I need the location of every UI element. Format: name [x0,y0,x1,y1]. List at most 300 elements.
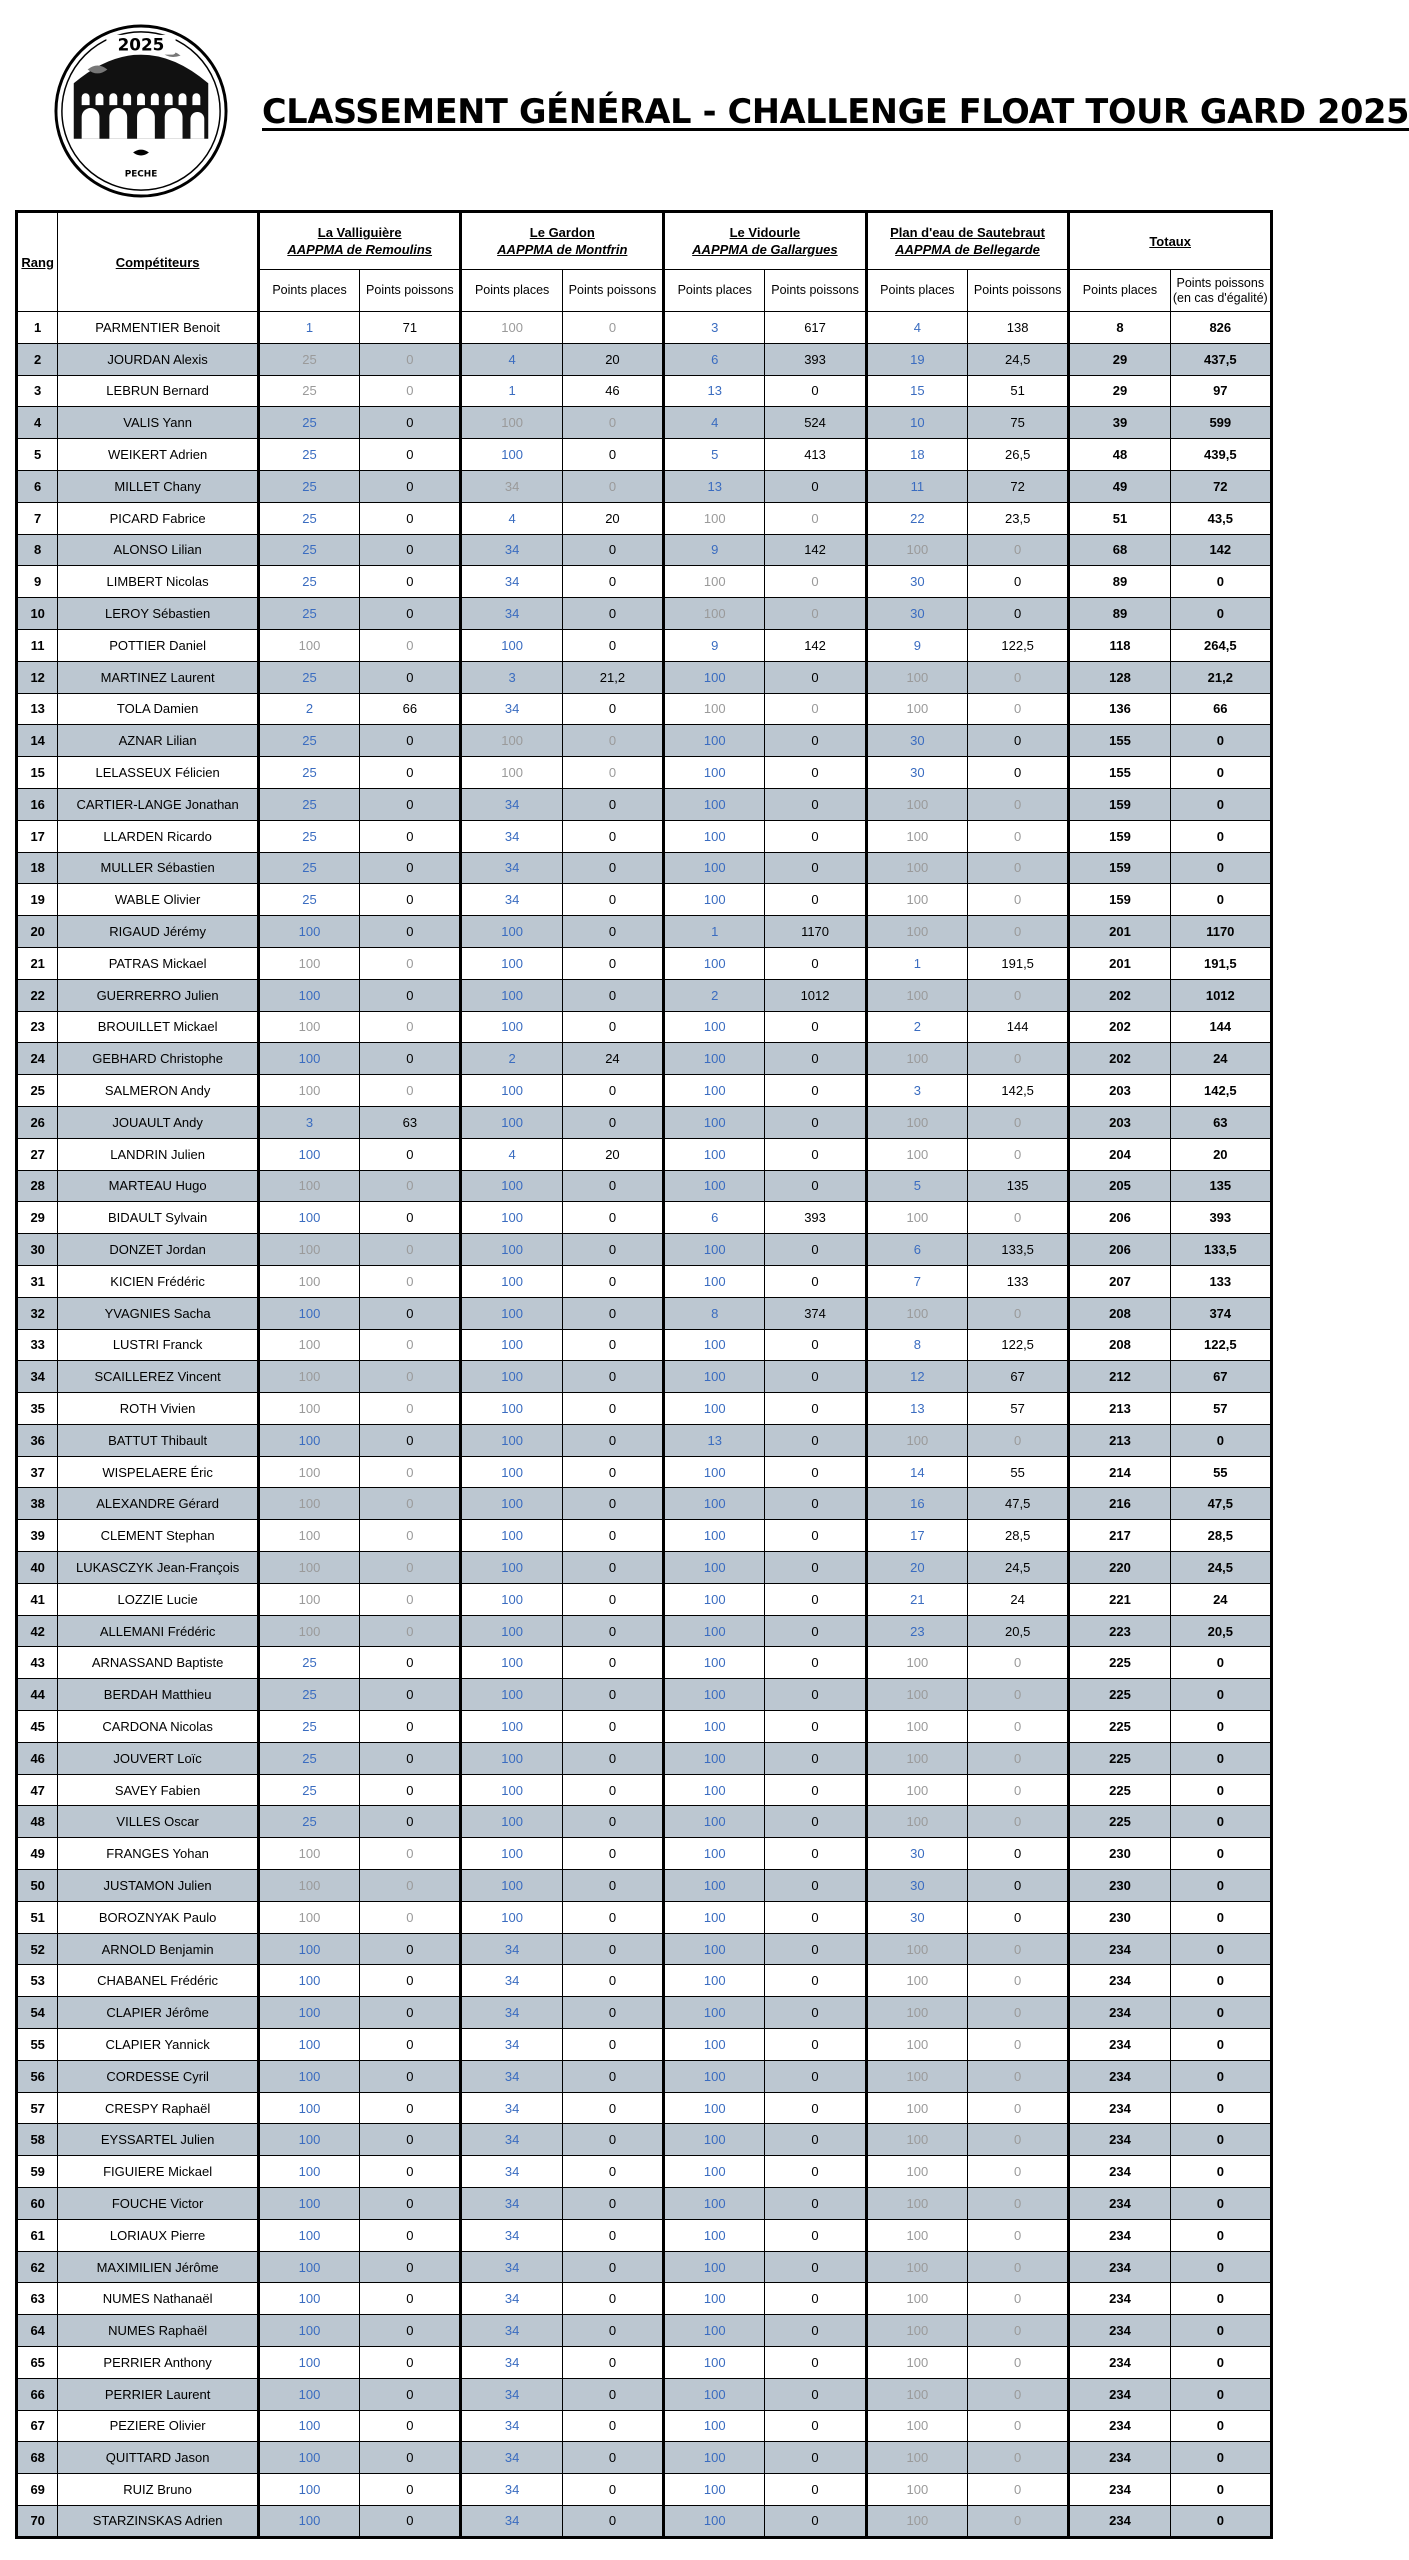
points-poissons-cell: 0 [360,1679,461,1711]
points-places-cell: 25 [258,534,359,566]
points-poissons-cell: 0 [360,1202,461,1234]
points-places-cell: 100 [866,1806,967,1838]
points-poissons-cell: 0 [968,598,1069,630]
points-poissons-cell: 24 [968,1583,1069,1615]
table-row [17,1011,1272,1043]
points-places-cell: 100 [258,1583,359,1615]
competitor-name: LEROY Sébastien [58,598,259,630]
points-places-cell: 25 [258,502,359,534]
total-poissons-cell: 66 [1170,693,1271,725]
points-poissons-cell: 0 [562,2124,663,2156]
points-poissons-cell: 0 [360,407,461,439]
points-poissons-cell: 0 [968,2442,1069,2474]
rank-cell: 47 [17,1774,58,1806]
total-poissons-cell: 0 [1170,2474,1271,2506]
points-places-cell: 100 [461,1393,562,1425]
total-places-cell: 136 [1069,693,1170,725]
total-poissons-cell: 0 [1170,2315,1271,2347]
points-places-cell: 100 [664,598,765,630]
competitor-name: CARDONA Nicolas [58,1711,259,1743]
points-poissons-cell: 0 [765,470,866,502]
points-places-cell: 100 [461,1488,562,1520]
points-poissons-cell: 72 [968,470,1069,502]
points-poissons-cell: 0 [968,1774,1069,1806]
points-poissons-cell: 135 [968,1170,1069,1202]
points-places-cell: 25 [258,820,359,852]
table-row [17,1202,1272,1234]
points-places-cell: 34 [461,852,562,884]
points-places-cell: 100 [664,1742,765,1774]
table-row [17,1043,1272,1075]
points-places-cell: 100 [664,2283,765,2315]
points-places-cell: 1 [461,375,562,407]
points-poissons-cell: 0 [562,1774,663,1806]
points-places-cell: 100 [664,1011,765,1043]
points-poissons-cell: 0 [360,1806,461,1838]
points-places-cell: 34 [461,1965,562,1997]
points-poissons-cell: 71 [360,312,461,344]
points-poissons-cell: 0 [968,693,1069,725]
points-poissons-cell: 0 [968,2347,1069,2379]
points-places-cell: 1 [664,916,765,948]
points-poissons-cell: 0 [562,2156,663,2188]
competitor-name: BROUILLET Mickael [58,1011,259,1043]
points-places-cell: 100 [664,1488,765,1520]
competitors-header: Compétiteurs [58,212,259,312]
points-places-cell: 2 [461,1043,562,1075]
points-poissons-cell: 1012 [765,979,866,1011]
points-poissons-cell: 0 [360,1265,461,1297]
points-poissons-cell: 0 [562,1329,663,1361]
points-poissons-cell: 0 [562,1297,663,1329]
points-poissons-cell: 0 [360,2283,461,2315]
points-places-cell: 100 [664,947,765,979]
competitor-name: PATRAS Mickael [58,947,259,979]
rank-cell: 56 [17,2060,58,2092]
points-places-cell: 30 [866,757,967,789]
points-poissons-cell: 0 [562,629,663,661]
competitor-name: KICIEN Frédéric [58,1265,259,1297]
points-places-cell: 1 [258,312,359,344]
venue-name: La Valliguière [317,225,402,240]
points-places-cell: 100 [664,1170,765,1202]
rank-cell: 50 [17,1870,58,1902]
points-poissons-cell: 0 [968,1424,1069,1456]
points-poissons-cell: 0 [968,1965,1069,1997]
points-places-cell: 21 [866,1583,967,1615]
points-poissons-cell: 0 [360,1297,461,1329]
points-places-cell: 100 [664,1774,765,1806]
points-poissons-cell: 0 [562,2505,663,2537]
total-places-cell: 234 [1069,2442,1170,2474]
rank-cell: 16 [17,788,58,820]
points-poissons-cell: 0 [765,1456,866,1488]
points-places-cell: 100 [258,2188,359,2220]
points-poissons-cell: 0 [765,1679,866,1711]
competitor-name: VILLES Oscar [58,1806,259,1838]
points-poissons-cell: 0 [765,1838,866,1870]
table-row [17,1901,1272,1933]
points-poissons-cell: 0 [562,757,663,789]
venue-name: Plan d'eau de Sautebraut [890,225,1045,240]
points-places-cell: 100 [664,2029,765,2061]
points-poissons-cell: 0 [562,693,663,725]
points-poissons-cell: 0 [562,2060,663,2092]
points-places-cell: 17 [866,1520,967,1552]
points-places-cell: 100 [258,1011,359,1043]
total-places-cell: 202 [1069,1043,1170,1075]
points-places-cell: 100 [664,884,765,916]
points-poissons-cell: 0 [765,947,866,979]
points-poissons-cell: 0 [765,2029,866,2061]
points-places-cell: 6 [866,1234,967,1266]
total-places-cell: 8 [1069,312,1170,344]
rank-cell: 24 [17,1043,58,1075]
points-places-cell: 100 [258,1075,359,1107]
competitor-name: EYSSARTEL Julien [58,2124,259,2156]
points-places-cell: 34 [461,1997,562,2029]
rank-cell: 66 [17,2378,58,2410]
points-poissons-cell: 0 [968,1138,1069,1170]
points-places-cell: 34 [461,470,562,502]
total-places-cell: 213 [1069,1393,1170,1425]
table-row [17,1806,1272,1838]
points-poissons-cell: 0 [765,2060,866,2092]
points-poissons-cell: 0 [562,1870,663,1902]
points-places-cell: 100 [258,916,359,948]
points-poissons-cell: 0 [765,1361,866,1393]
points-places-cell: 100 [258,1234,359,1266]
total-poissons-cell: 24,5 [1170,1552,1271,1584]
points-poissons-cell: 0 [562,1011,663,1043]
points-places-cell: 100 [866,2251,967,2283]
total-poissons-cell: 0 [1170,2060,1271,2092]
rank-cell: 64 [17,2315,58,2347]
points-poissons-cell: 24,5 [968,1552,1069,1584]
points-places-cell: 25 [258,788,359,820]
total-poissons-cell: 0 [1170,2188,1271,2220]
points-places-cell: 100 [258,1265,359,1297]
points-places-cell: 34 [461,2029,562,2061]
points-poissons-cell: 0 [562,2092,663,2124]
points-places-cell: 100 [664,1679,765,1711]
points-places-cell: 25 [258,1806,359,1838]
points-places-cell: 2 [664,979,765,1011]
points-poissons-cell: 0 [765,852,866,884]
points-places-cell: 100 [866,1774,967,1806]
competitor-name: GEBHARD Christophe [58,1043,259,1075]
rank-cell: 63 [17,2283,58,2315]
table-row [17,852,1272,884]
total-places-cell: 89 [1069,598,1170,630]
points-places-cell: 14 [866,1456,967,1488]
competitor-name: DONZET Jordan [58,1234,259,1266]
venue-club: AAPPMA de Bellegarde [895,242,1040,257]
points-poissons-cell: 0 [765,1583,866,1615]
points-poissons-cell: 0 [360,375,461,407]
points-places-cell: 30 [866,1901,967,1933]
total-poissons-cell: 0 [1170,1424,1271,1456]
points-poissons-cell: 0 [562,1488,663,1520]
points-poissons-cell: 0 [765,693,866,725]
total-places-cell: 29 [1069,343,1170,375]
points-poissons-cell: 0 [360,1393,461,1425]
competitor-name: LEBRUN Bernard [58,375,259,407]
points-places-cell: 10 [866,407,967,439]
points-poissons-cell: 0 [360,1075,461,1107]
points-places-cell: 100 [461,1361,562,1393]
total-places-cell: 234 [1069,2188,1170,2220]
points-poissons-cell: 0 [562,1806,663,1838]
points-places-cell: 100 [258,2347,359,2379]
points-poissons-cell: 0 [562,2315,663,2347]
table-row [17,916,1272,948]
total-places-cell: 214 [1069,1456,1170,1488]
venue-header [664,212,867,270]
points-poissons-cell: 0 [562,852,663,884]
table-row [17,1234,1272,1266]
rank-cell: 70 [17,2505,58,2537]
points-poissons-cell: 0 [360,502,461,534]
points-poissons-cell: 20 [562,343,663,375]
table-row [17,343,1272,375]
points-places-cell: 23 [866,1615,967,1647]
points-poissons-cell: 0 [562,470,663,502]
table-row [17,2092,1272,2124]
points-poissons-cell: 20,5 [968,1615,1069,1647]
points-poissons-cell: 0 [562,820,663,852]
total-places-cell: 203 [1069,1075,1170,1107]
points-poissons-cell: 0 [562,2251,663,2283]
rank-cell: 32 [17,1297,58,1329]
points-poissons-cell: 0 [360,1488,461,1520]
rang-header: Rang [17,212,58,312]
total-places-cell: 230 [1069,1870,1170,1902]
points-poissons-cell: 0 [360,2474,461,2506]
total-poissons-cell: 826 [1170,312,1271,344]
points-places-cell: 100 [664,2156,765,2188]
total-poissons-cell: 0 [1170,884,1271,916]
total-places-cell: 155 [1069,725,1170,757]
points-poissons-cell: 0 [360,1838,461,1870]
points-places-cell: 100 [664,693,765,725]
total-poissons-cell: 72 [1170,470,1271,502]
points-poissons-cell: 0 [968,1106,1069,1138]
competitor-name: SALMERON Andy [58,1075,259,1107]
total-poissons-cell: 0 [1170,1806,1271,1838]
points-poissons-cell: 0 [968,534,1069,566]
points-places-cell: 34 [461,1933,562,1965]
points-places-cell: 100 [866,1202,967,1234]
rank-cell: 61 [17,2219,58,2251]
points-places-cell: 100 [461,916,562,948]
points-poissons-cell: 0 [765,1520,866,1552]
points-places-cell: 20 [866,1552,967,1584]
points-poissons-cell: 0 [562,1393,663,1425]
points-places-cell: 4 [461,343,562,375]
points-places-cell: 13 [866,1393,967,1425]
points-poissons-cell: 0 [765,566,866,598]
points-poissons-cell: 0 [562,1933,663,1965]
total-poissons-cell: 0 [1170,2347,1271,2379]
points-places-cell: 100 [866,979,967,1011]
points-poissons-cell: 0 [765,1933,866,1965]
points-places-cell: 100 [664,820,765,852]
points-places-cell: 100 [664,1456,765,1488]
points-places-cell: 9 [664,534,765,566]
points-places-cell: 13 [664,1424,765,1456]
points-places-cell: 100 [461,1106,562,1138]
points-places-cell: 8 [664,1297,765,1329]
total-poissons-cell: 97 [1170,375,1271,407]
table-row [17,1329,1272,1361]
competitor-name: PICARD Fabrice [58,502,259,534]
ranking-table [15,210,1273,2539]
venue-header [461,212,664,270]
points-poissons-cell: 0 [562,312,663,344]
competitor-name: ARNOLD Benjamin [58,1933,259,1965]
points-places-cell: 100 [258,979,359,1011]
competitor-name: TOLA Damien [58,693,259,725]
points-places-cell: 1 [866,947,967,979]
total-poissons-cell: 191,5 [1170,947,1271,979]
points-poissons-cell: 0 [562,1615,663,1647]
points-poissons-cell: 0 [765,2505,866,2537]
points-poissons-cell: 0 [968,1043,1069,1075]
competitor-name: FIGUIERE Mickael [58,2156,259,2188]
points-places-cell: 100 [866,820,967,852]
points-places-cell: 100 [461,1679,562,1711]
points-poissons-cell: 0 [360,947,461,979]
total-poissons-cell: 135 [1170,1170,1271,1202]
points-places-cell: 100 [866,1106,967,1138]
points-poissons-cell: 75 [968,407,1069,439]
total-places-cell: 118 [1069,629,1170,661]
points-poissons-cell: 0 [360,1615,461,1647]
points-places-cell: 25 [258,757,359,789]
points-poissons-cell: 0 [360,1424,461,1456]
points-poissons-cell: 0 [765,2188,866,2220]
competitor-name: NUMES Nathanaël [58,2283,259,2315]
points-places-cell: 34 [461,2315,562,2347]
table-row [17,1265,1272,1297]
total-places-cell: 220 [1069,1552,1170,1584]
points-places-cell: 100 [258,1488,359,1520]
points-places-cell: 100 [866,2188,967,2220]
points-places-cell: 22 [866,502,967,534]
points-places-cell: 25 [258,1742,359,1774]
total-places-cell: 159 [1069,820,1170,852]
table-row [17,375,1272,407]
table-row [17,1679,1272,1711]
points-places-cell: 100 [664,2219,765,2251]
table-row [17,1742,1272,1774]
points-poissons-cell: 0 [562,2442,663,2474]
points-poissons-cell: 46 [562,375,663,407]
points-poissons-cell: 0 [360,1933,461,1965]
total-places-cell: 230 [1069,1838,1170,1870]
table-row [17,502,1272,534]
total-places-cell: 201 [1069,916,1170,948]
total-places-cell: 234 [1069,2378,1170,2410]
total-places-cell: 29 [1069,375,1170,407]
total-poissons-cell: 21,2 [1170,661,1271,693]
points-places-cell: 100 [461,1202,562,1234]
points-poissons-cell: 0 [360,820,461,852]
points-places-cell: 7 [866,1265,967,1297]
rank-cell: 33 [17,1329,58,1361]
points-places-cell: 25 [258,439,359,471]
points-places-cell: 100 [258,947,359,979]
points-poissons-header: Points poissons [765,270,866,312]
points-places-cell: 100 [664,1234,765,1266]
table-row [17,1075,1272,1107]
points-poissons-cell: 0 [360,852,461,884]
points-poissons-cell: 63 [360,1106,461,1138]
competitor-name: ARNASSAND Baptiste [58,1647,259,1679]
total-poissons-cell: 1170 [1170,916,1271,948]
rank-cell: 55 [17,2029,58,2061]
points-places-cell: 25 [258,725,359,757]
points-places-cell: 34 [461,534,562,566]
federation-logo [52,22,230,200]
points-places-cell: 100 [866,884,967,916]
points-places-cell: 34 [461,566,562,598]
points-places-cell: 100 [664,725,765,757]
venue-name: Le Vidourle [729,225,801,240]
points-poissons-cell: 0 [765,1806,866,1838]
points-poissons-cell: 0 [562,407,663,439]
rank-cell: 35 [17,1393,58,1425]
rank-cell: 62 [17,2251,58,2283]
total-places-cell: 51 [1069,502,1170,534]
points-places-cell: 25 [258,884,359,916]
points-places-cell: 100 [866,534,967,566]
points-poissons-cell: 0 [765,2347,866,2379]
points-places-cell: 8 [866,1329,967,1361]
points-places-cell: 100 [664,2347,765,2379]
table-row [17,439,1272,471]
points-poissons-cell: 0 [360,2188,461,2220]
table-row [17,661,1272,693]
competitor-name: LLARDEN Ricardo [58,820,259,852]
table-row [17,1997,1272,2029]
points-poissons-cell: 0 [765,1011,866,1043]
points-places-cell: 100 [866,852,967,884]
total-poissons-cell: 0 [1170,2029,1271,2061]
points-places-cell: 100 [664,1361,765,1393]
points-places-header: Points places [461,270,562,312]
points-places-cell: 100 [461,629,562,661]
points-poissons-cell: 0 [968,566,1069,598]
rank-cell: 20 [17,916,58,948]
points-places-cell: 100 [258,2029,359,2061]
rank-cell: 37 [17,1456,58,1488]
total-poissons-cell: 28,5 [1170,1520,1271,1552]
table-row [17,1933,1272,1965]
points-poissons-cell: 138 [968,312,1069,344]
points-poissons-cell: 0 [765,1075,866,1107]
points-places-cell: 100 [866,2124,967,2156]
points-poissons-cell: 0 [360,1870,461,1902]
points-poissons-cell: 0 [765,884,866,916]
total-places-cell: 207 [1069,1265,1170,1297]
total-poissons-cell: 0 [1170,2442,1271,2474]
competitor-name: YVAGNIES Sacha [58,1297,259,1329]
points-poissons-cell: 0 [765,2156,866,2188]
total-poissons-cell: 0 [1170,1711,1271,1743]
competitor-name: NUMES Raphaël [58,2315,259,2347]
